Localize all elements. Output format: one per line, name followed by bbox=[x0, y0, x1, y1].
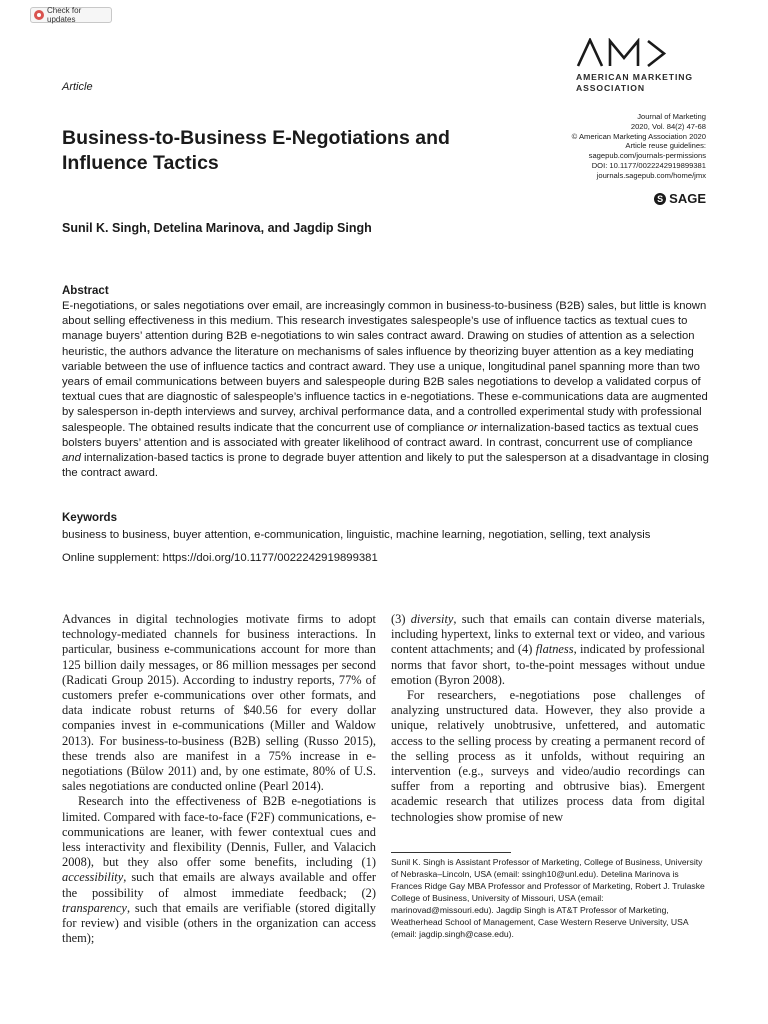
journal-info bbox=[466, 112, 706, 181]
check-for-updates-label: Check for updates bbox=[47, 6, 82, 24]
body-paragraph: (3) diversity, such that emails can contain diverse materials, including hypertext, links to external text or video, and various content attachments; and (4) flatness, indicated by professional norms that favor short, to-the-point messages without undue emotion (Byron 2008). bbox=[391, 612, 706, 687]
reuse-guidelines-label: Article reuse guidelines: bbox=[625, 141, 706, 151]
update-icon bbox=[34, 10, 44, 20]
doi-text[interactable]: DOI: 10.1177/0022242919899381 bbox=[591, 160, 706, 170]
abstract-heading: Abstract bbox=[62, 285, 109, 297]
body-paragraph: Research into the effectiveness of B2B e-negotiations is limited. Compared with face-to-face (F2F) communications, e-communications are leaner, with fewer contextual cues and less interactivity and flexibility (Dennis, Fuller, and Valacich 2008), but they also offer some benefits, including (1) accessibility, such that emails are always available and offer the possibility of almost immediate feedback; (2) transparency, such that emails are verifiable (stored digitally for review) and visible (others in the organization can access them); bbox=[62, 794, 376, 946]
body-column-left bbox=[62, 612, 376, 946]
article-type-label: Article bbox=[62, 81, 93, 93]
journal-volume: 2020, Vol. 84(2) 47-68 bbox=[630, 121, 706, 131]
keywords-text: business to business, buyer attention, e-communication, linguistic, machine learning, negotiation, selling, text analysis bbox=[62, 529, 651, 541]
body-paragraph: Advances in digital technologies motivate firms to adopt technology-mediated channels for business interactions. In particular, business e-communications account for more than 125 billion daily messages, or 86 million messages per second (Radicati Group 2015). According to industry reports, 77% of customers prefer e-communications over other formats, and data indicate robust returns of $40.56 for every dollar companies invest in e-communications (Miller and Waldow 2013). For business-to-business (B2B) selling (Russo 2015), these trends also are manifest in a 75% increase in e-negotiations (Bülow 2011) and, by one estimate, 80% of U.S. sales negotiations are conducted online (Pearl 2014). bbox=[62, 612, 376, 794]
footnote-divider bbox=[391, 852, 511, 853]
sage-logo: S SAGE bbox=[654, 191, 706, 206]
ama-logo-mark-icon bbox=[576, 38, 668, 68]
article-title: Business-to-Business E-Negotiations and Influence Tactics bbox=[62, 127, 450, 174]
journal-home-link[interactable]: journals.sagepub.com/home/jmx bbox=[596, 170, 706, 180]
check-for-updates-badge[interactable] bbox=[30, 7, 112, 23]
author-affiliations-footnote: Sunil K. Singh is Assistant Professor of Marketing, College of Business, University of Nebraska–Lincoln, USA (email: ssingh10@unl.edu). Detelina Marinova is Frances Ridge Gay MBA Professor and Professor of Marketing, Robert J. Trulaske College of Business, University of Missouri, USA (email: marinovad@missouri.edu). Jagdip Singh is AT&T Professor of Marketing, Weatherhead School of Management, Case Western Reserve University, USA (email: jagdip.singh@case.edu). bbox=[391, 857, 705, 939]
journal-copyright: © American Marketing Association 2020 bbox=[571, 131, 706, 141]
author-list: Sunil K. Singh, Detelina Marinova, and Jagdip Singh bbox=[62, 221, 372, 235]
sage-s-icon: S bbox=[654, 193, 666, 205]
body-column-right bbox=[391, 612, 705, 825]
body-paragraph: For researchers, e-negotiations pose challenges of analyzing unstructured data. However, they also provide a unique, relatively unobtrusive, unfettered, and automatic access to the selling process by creating a permanent record of the selling process as it unfolds, without requiring an intervention (e.g., surveys and video/audio recordings can suffer from a reporting and obtrusive bias). Emergent academic research that utilizes process data from digital technologies show promise of new bbox=[391, 688, 705, 824]
abstract-text: E-negotiations, or sales negotiations over email, are increasingly common in business-to-business (B2B) sales, but little is known about selling effectiveness in this medium. This research investigates salespeople’s use of influence tactics as textual cues to manage buyers’ attention during B2B e-negotiations to win sales contract award. Drawing on studies of attention as a selection heuristic, the authors advance the literature on mechanisms of sales influence by theorizing buyer attention as a key mediating variable between the use of influence tactics and contract award. They use a unique, longitudinal panel spanning more than two years of email communications between buyers and salespeople during B2B sales negotiations to develop a validated corpus of textual cues that are diagnostic of salespeople’s influence tactics in e-negotiations. These e-communications data are augmented by salesperson in-depth interviews and survey, archival performance data, and a controlled experimental study with professional salespeople. The obtained results indicate that the concurrent use of compliance or internalization-based tactics as textual cues bolsters buyers’ attention and is associated with greater likelihood of contract award. In contrast, concurrent use of compliance and internalization-based tactics is prone to degrade buyer attention and likely to put the salesperson at a disadvantage in closing the contract award. bbox=[62, 300, 709, 480]
permissions-link[interactable]: sagepub.com/journals-permissions bbox=[588, 151, 706, 161]
keywords-heading: Keywords bbox=[62, 512, 117, 524]
online-supplement-link[interactable]: Online supplement: https://doi.org/10.1177/0022242919899381 bbox=[62, 552, 378, 564]
journal-name: Journal of Marketing bbox=[637, 112, 706, 121]
ama-org-name: AMERICAN MARKETING ASSOCIATION bbox=[576, 72, 693, 93]
ama-logo bbox=[576, 38, 706, 94]
